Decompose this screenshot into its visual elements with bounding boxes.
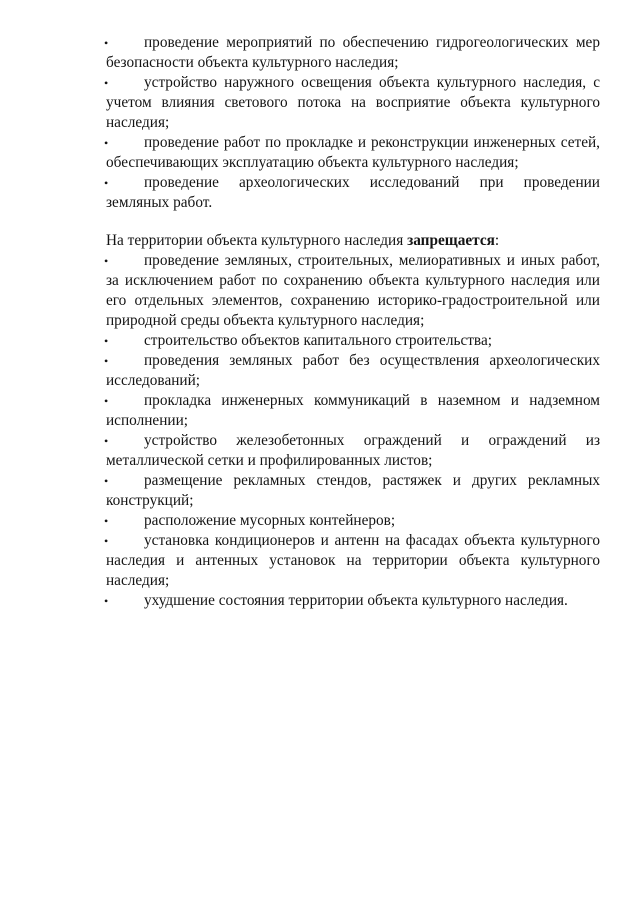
list-item-text: размещение рекламных стендов, растяжек и других рекламных конструкций; [106,472,600,509]
intro-colon: : [494,232,500,249]
bullet-marker: • [104,136,109,150]
intro-bold-word: запрещается [407,232,495,249]
list-item [106,33,600,73]
list-item-text: строительство объектов капитального строительства; [144,332,492,349]
list-item [106,471,600,511]
bullet-marker: • [104,594,109,608]
list-item-text: проведения земляных работ без осуществления археологических исследований; [106,352,600,389]
list-item [106,431,600,471]
list-item [106,511,600,531]
list-item [106,173,600,213]
bullet-marker: • [104,36,109,50]
prohibited-section [106,231,600,611]
list-item [106,331,600,351]
bullet-marker: • [104,354,109,368]
intro-text: На территории объекта культурного наследия [106,232,408,249]
list-item-text: ухудшение состояния территории объекта культурного наследия. [144,592,568,609]
bullet-marker: • [104,514,109,528]
list-item [106,391,600,431]
bullet-marker: • [104,76,109,90]
list-item-text: устройство железобетонных ограждений и ограждений из металлической сетки и профилированных листов; [106,432,600,469]
list-item [106,73,600,133]
bullet-marker: • [104,254,109,268]
list-item-text: проведение мероприятий по обеспечению гидрогеологических мер безопасности объекта культурного наследия; [106,34,600,71]
list-item-text: проведение земляных, строительных, мелиоративных и иных работ, за исключением работ по сохранению объекта культурного наследия или его отдельных элементов, сохранению историко-градостроительной или природной среды объекта культурного наследия; [106,252,600,329]
list-item [106,591,600,611]
list-item-text: прокладка инженерных коммуникаций в наземном и надземном исполнении; [106,392,600,429]
bullet-marker: • [104,394,109,408]
list-item-text: установка кондиционеров и антенн на фасадах объекта культурного наследия и антенных установок на территории объекта культурного наследия; [106,532,600,589]
section-intro [106,231,600,251]
bullet-marker: • [104,176,109,190]
list-item-text: проведение работ по прокладке и реконструкции инженерных сетей, обеспечивающих эксплуатацию объекта культурного наследия; [106,134,600,171]
bullet-marker: • [104,434,109,448]
list-item-text: устройство наружного освещения объекта культурного наследия, с учетом влияния светового потока на восприятие объекта культурного наследия; [106,74,600,131]
list-item [106,351,600,391]
bullet-marker: • [104,334,109,348]
list-item-text: расположение мусорных контейнеров; [144,512,396,529]
top-bullet-list [106,33,600,213]
bullet-marker: • [104,534,109,548]
list-item [106,251,600,331]
list-item [106,133,600,173]
list-item-text: проведение археологических исследований при проведении земляных работ. [106,174,600,211]
list-item [106,531,600,591]
bullet-marker: • [104,474,109,488]
